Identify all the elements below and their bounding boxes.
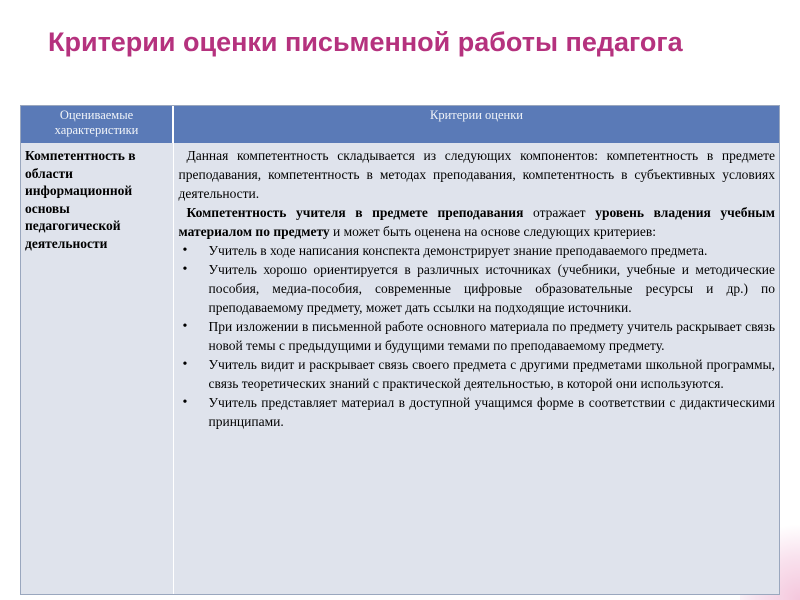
criteria-text	[179, 146, 776, 241]
header-criteria: Критерии оценки	[173, 106, 779, 143]
list-item: • Учитель хорошо ориентируется в различных источниках (учебники, учебные и методические пособия, медиа-пособия, современные цифровые образовательные ресурсы и др.) по преподаваемому предмету, может дать ссылки на подходящие источники.	[179, 260, 776, 317]
table-header-row	[21, 106, 779, 143]
list-item: • Учитель видит и раскрывает связь своего предмета с другими предметами школьной программы, связь теоретических знаний с практической деятельностью, в которой они используются.	[179, 355, 776, 393]
criteria-cell	[173, 143, 779, 594]
characteristic-text: Компетентность в области информационной основы педагогической деятельности	[25, 148, 136, 251]
slide-title: Критерии оценки письменной работы педагога	[48, 27, 683, 57]
criteria-table	[20, 105, 780, 595]
competence-bold-1: Компетентность учителя в предмете преподавания	[186, 205, 524, 220]
intro-paragraph: Данная компетентность складывается из следующих компонентов: компетентность в предмете преподавания, компетентность в методах преподавания, компетентность в субъективных условиях деятельности.	[178, 148, 775, 201]
competence-paragraph	[179, 203, 776, 241]
characteristic-cell	[21, 143, 173, 594]
list-item: • Учитель в ходе написания конспекта демонстрирует знание преподаваемого предмета.	[179, 241, 776, 260]
list-item: • Учитель представляет материал в доступной учащимся форме в соответствии с дидактическими принципами.	[179, 393, 776, 431]
header-characteristics: Оцениваемые характеристики	[21, 106, 173, 143]
list-item: • При изложении в письменной работе основного материала по предмету учитель раскрывает связь новой темы с предыдущими и будущими темами по преподаваемому предмету.	[179, 317, 776, 355]
criteria-list	[179, 241, 776, 431]
competence-text-2: и может быть оценена на основе следующих критериев:	[329, 224, 656, 239]
table-row	[21, 143, 779, 594]
competence-text-1: отражает	[523, 205, 596, 220]
competence-bold-2: уровень владения учебным материалом по предмету	[178, 205, 775, 239]
